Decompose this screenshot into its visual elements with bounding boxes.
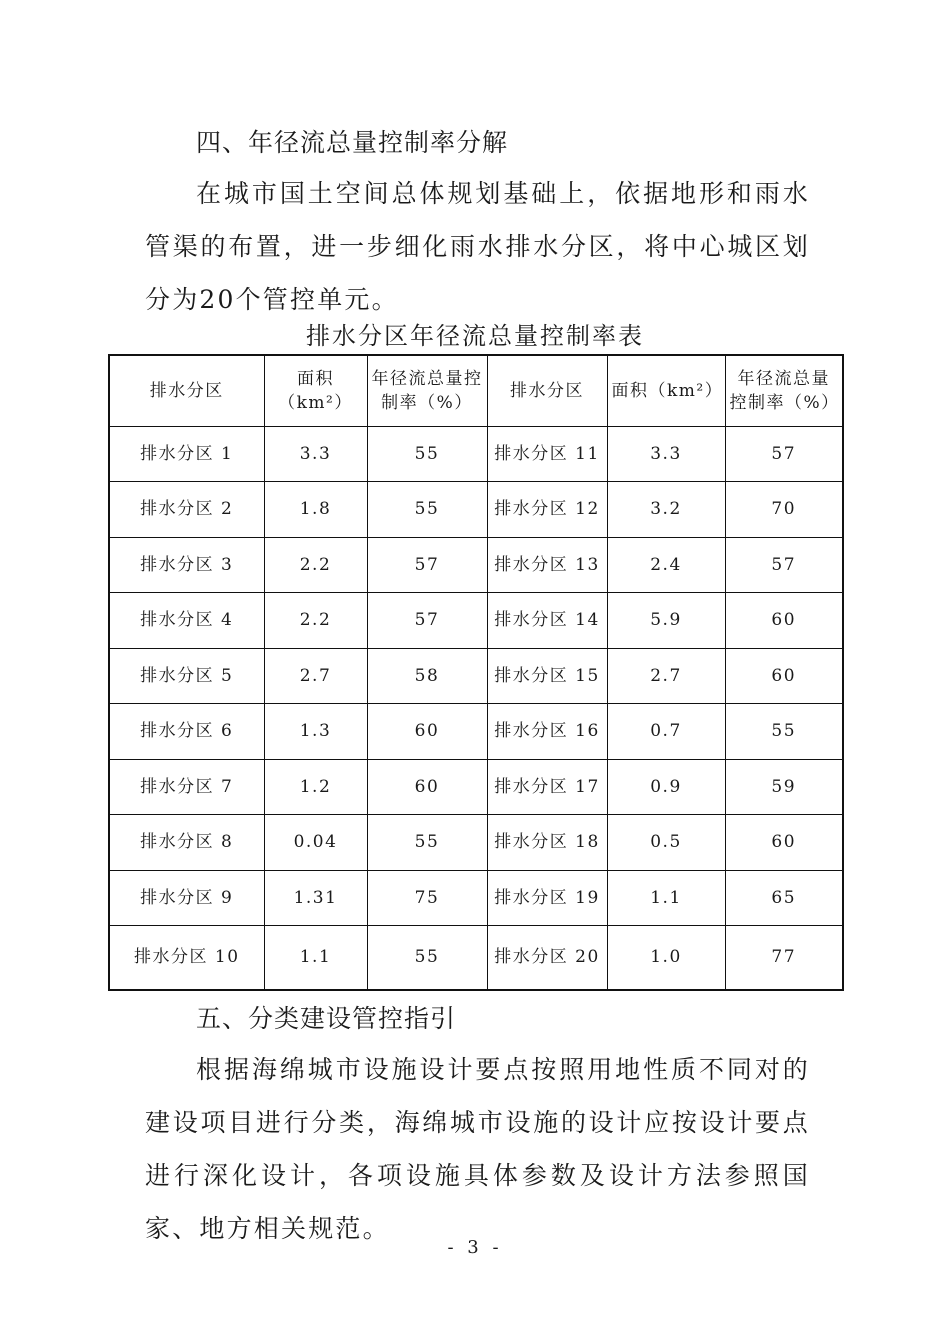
table-cell-area-l: 1.1: [264, 926, 367, 990]
table-cell-area-r: 2.4: [607, 537, 725, 593]
table-cell-zone-l: 排水分区 9: [109, 870, 264, 926]
table-cell-zone-r: 排水分区 20: [487, 926, 607, 990]
table-cell-rate-l: 58: [367, 648, 487, 704]
table-cell-area-l: 2.2: [264, 537, 367, 593]
header-rate: 年径流总量控制率（%）: [367, 355, 487, 426]
table-cell-zone-l: 排水分区 2: [109, 482, 264, 538]
table-caption: 排水分区年径流总量控制率表: [306, 322, 644, 350]
table-cell-rate-r: 77: [725, 926, 843, 990]
header-zone: 排水分区: [487, 355, 607, 426]
table-cell-zone-r: 排水分区 18: [487, 815, 607, 871]
table-cell-area-l: 2.7: [264, 648, 367, 704]
header-zone: 排水分区: [109, 355, 264, 426]
table-cell-rate-r: 60: [725, 593, 843, 649]
table-cell-zone-r: 排水分区 15: [487, 648, 607, 704]
section-5-paragraph: 根据海绵城市设施设计要点按照用地性质不同对的建设项目进行分类，海绵城市设施的设计应按设计要点进行深化设计，各项设施具体参数及设计方法参照国家、地方相关规范。: [145, 1055, 810, 1243]
table-cell-zone-l: 排水分区 5: [109, 648, 264, 704]
table-cell-area-l: 1.8: [264, 482, 367, 538]
table-cell-zone-r: 排水分区 19: [487, 870, 607, 926]
table-cell-area-l: 3.3: [264, 426, 367, 482]
table-cell-rate-r: 57: [725, 426, 843, 482]
table-cell-area-r: 3.2: [607, 482, 725, 538]
table-cell-rate-l: 57: [367, 593, 487, 649]
table-row: [109, 815, 843, 871]
table-cell-area-r: 1.0: [607, 926, 725, 990]
table-cell-zone-l: 排水分区 3: [109, 537, 264, 593]
table-cell-rate-l: 57: [367, 537, 487, 593]
table-cell-area-l: 1.3: [264, 704, 367, 760]
table-cell-rate-r: 57: [725, 537, 843, 593]
table-cell-rate-l: 55: [367, 815, 487, 871]
table-row: [109, 593, 843, 649]
table-cell-zone-l: 排水分区 6: [109, 704, 264, 760]
table-cell-area-r: 3.3: [607, 426, 725, 482]
table-cell-zone-r: 排水分区 12: [487, 482, 607, 538]
table-row: [109, 426, 843, 482]
table-row: [109, 648, 843, 704]
section-4-heading: 四、年径流总量控制率分解: [196, 128, 509, 157]
table-cell-rate-l: 55: [367, 482, 487, 538]
table-cell-rate-l: 55: [367, 926, 487, 990]
table-cell-area-l: 1.2: [264, 759, 367, 815]
table-cell-area-l: 0.04: [264, 815, 367, 871]
table-cell-zone-r: 排水分区 13: [487, 537, 607, 593]
table-cell-area-r: 1.1: [607, 870, 725, 926]
section-5-heading: 五、分类建设管控指引: [196, 1004, 457, 1033]
table-row: [109, 482, 843, 538]
header-area: 面积（km²）: [607, 355, 725, 426]
table-cell-rate-r: 65: [725, 870, 843, 926]
table-row: [109, 704, 843, 760]
table-cell-rate-r: 59: [725, 759, 843, 815]
table-cell-zone-r: 排水分区 14: [487, 593, 607, 649]
table-header-row: [109, 355, 843, 426]
table-row: [109, 537, 843, 593]
table-cell-rate-r: 60: [725, 648, 843, 704]
table-cell-zone-r: 排水分区 17: [487, 759, 607, 815]
table-cell-zone-l: 排水分区 7: [109, 759, 264, 815]
page-number: - 3 -: [447, 1237, 503, 1258]
table-cell-zone-l: 排水分区 4: [109, 593, 264, 649]
table-cell-rate-l: 60: [367, 759, 487, 815]
table-cell-rate-r: 60: [725, 815, 843, 871]
table-cell-area-r: 5.9: [607, 593, 725, 649]
table-cell-area-r: 0.9: [607, 759, 725, 815]
table-cell-area-r: 0.5: [607, 815, 725, 871]
table-cell-area-r: 0.7: [607, 704, 725, 760]
table-cell-rate-l: 75: [367, 870, 487, 926]
table-cell-rate-l: 60: [367, 704, 487, 760]
table-row: [109, 870, 843, 926]
header-rate: 年径流总量控制率（%）: [725, 355, 843, 426]
table-cell-zone-l: 排水分区 10: [109, 926, 264, 990]
table-cell-zone-r: 排水分区 11: [487, 426, 607, 482]
table-cell-zone-l: 排水分区 8: [109, 815, 264, 871]
table-cell-area-r: 2.7: [607, 648, 725, 704]
header-area: 面积（km²）: [264, 355, 367, 426]
table-cell-rate-l: 55: [367, 426, 487, 482]
table-cell-rate-r: 55: [725, 704, 843, 760]
table-cell-rate-r: 70: [725, 482, 843, 538]
table-cell-area-l: 2.2: [264, 593, 367, 649]
table-cell-area-l: 1.31: [264, 870, 367, 926]
drainage-zone-table: [108, 354, 844, 991]
table-row: [109, 759, 843, 815]
section-4-paragraph: 在城市国土空间总体规划基础上，依据地形和雨水管渠的布置，进一步细化雨水排水分区，将中心城区划分为20个管控单元。: [145, 179, 810, 314]
table-row: [109, 926, 843, 990]
table-cell-zone-r: 排水分区 16: [487, 704, 607, 760]
table-cell-zone-l: 排水分区 1: [109, 426, 264, 482]
